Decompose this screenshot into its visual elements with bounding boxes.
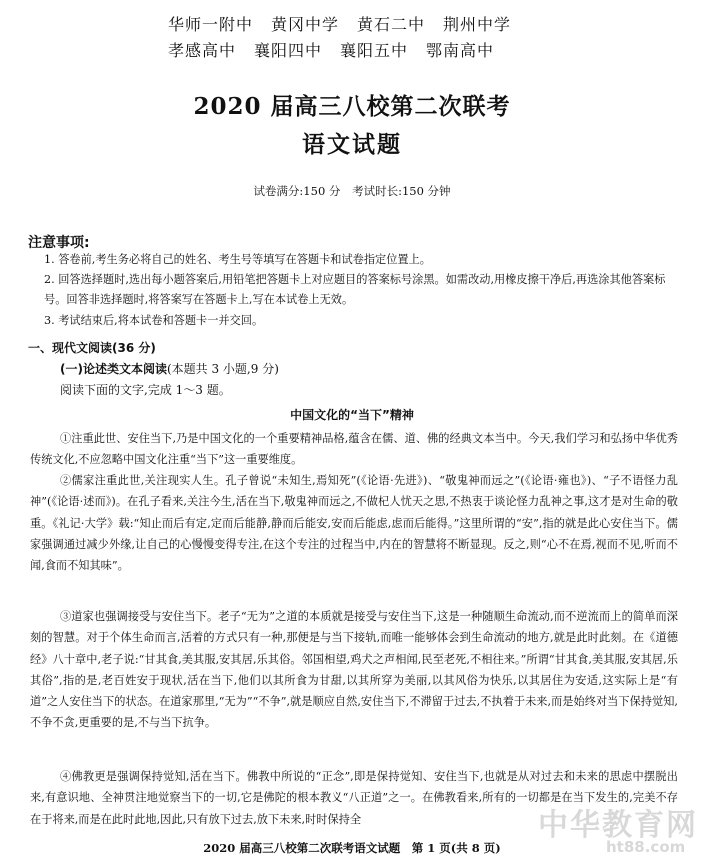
exam-duration: 考试时长:150 分钟 — [352, 184, 451, 198]
article-paragraph: ③道家也强调接受与安住当下。老子“无为”之道的本质就是接受与安住当下,这是一种随顺生命流动,而不逆流而上的简单而深刻的智慧。对于个体生命而言,活着的方式只有一种,那便是与当下接轨,而唯一能够体会到生命流动的地方,就是此时此刻。在《道德经》八十章中,老子说:“甘其食,美其服,安其居,乐其俗。邻国相望,鸡犬之声相闻,民至老死,不相往来。”所谓“甘其食,美其服,安其居,乐其俗”,指的是,老百姓安于现状,活在当下,他们以其所食为甘甜,以其所穿为美丽,以其风俗为快乐,以其居住为安适,这实际上是“有道”之人安住当下的状态。在道家那里,“无为”“不争”,就是顺应自然,安住当下,不滞留于过去,不执着于未来,而是始终对当下保持觉知,不争不贪,更重要的是,不与当下抗争。 — [30, 610, 678, 730]
notice-item: 1. 答卷前,考生务必将自己的姓名、考生号等填写在答题卡和试卷指定位置上。 — [44, 253, 431, 266]
school-row-2 — [168, 36, 548, 62]
school-name: 荆州中学 — [443, 14, 512, 34]
article-paragraph: ②儒家注重此世,关注现实人生。孔子曾说“未知生,焉知死”(《论语·先进》)、“敬鬼神而远之”(《论语·雍也》)、“子不语怪力乱神”(《论语·述而》)。在孔子看来,关注今生,活在当下,敬鬼神而远之,不做杞人忧天之思,不热衷于谈论怪力乱神之事,这才是对生命的敬重。《礼记·大学》载:“知止而后有定,定而后能静,静而后能安,安而后能虑,虑而后能得。”这里所谓的“安”,指的就是此心安住当下。儒家强调通过减少外缘,让自己的心慢慢变得专注,在这个专注的过程当中,内在的智慧将不断显现。反之,则“心不在焉,视而不见,听而不闻,食而不知其味”。 — [30, 474, 678, 573]
notice-item: 3. 考试结束后,将本试卷和答题卡一并交回。 — [44, 314, 264, 327]
school-name: 襄阳四中 — [254, 40, 323, 60]
full-score: 试卷满分:150 分 — [253, 184, 341, 198]
school-row-1 — [168, 10, 548, 36]
school-name: 襄阳五中 — [340, 40, 409, 60]
school-list — [168, 10, 548, 62]
exam-meta — [0, 183, 704, 199]
subsection-heading — [60, 360, 279, 377]
subsection-note: (本题共 3 小题,9 分) — [166, 362, 279, 376]
school-name: 鄂南高中 — [426, 40, 495, 60]
reading-instruction: 阅读下面的文字,完成 1～3 题。 — [60, 383, 231, 397]
page-footer: 2020 届高三八校第二次联考语文试题 第 1 页(共 8 页) — [203, 841, 501, 855]
watermark-url: ht88.com — [606, 838, 686, 856]
school-name: 黄石二中 — [357, 14, 426, 34]
school-name: 黄冈中学 — [271, 14, 340, 34]
section-heading: 一、现代文阅读(36 分) — [28, 341, 156, 355]
exam-subject: 语文试题 — [302, 131, 402, 158]
exam-title: 2020 届高三八校第二次联考 — [193, 93, 511, 120]
notice-item: 2. 回答选择题时,选出每小题答案后,用铅笔把答题卡上对应题目的答案标号涂黑。如需改动,用橡皮擦干净后,再选涂其他答案标号。回答非选择题时,将答案写在答题卡上,写在本试卷上无效。 — [44, 273, 666, 306]
article-title: 中国文化的“当下”精神 — [290, 408, 414, 422]
article-paragraph: ①注重此世、安住当下,乃是中国文化的一个重要精神品格,蕴含在儒、道、佛的经典文本当中。今天,我们学习和弘扬中华优秀传统文化,不应忽略中国文化注重“当下”这一重要维度。 — [30, 432, 678, 467]
school-name: 孝感高中 — [168, 40, 237, 60]
notice-heading: 注意事项: — [28, 235, 90, 251]
subsection-label: (一)论述类文本阅读 — [60, 362, 167, 376]
watermark-text: 中华教育网 — [538, 808, 698, 843]
school-name: 华师一附中 — [168, 14, 254, 34]
article-paragraph: ④佛教更是强调保持觉知,活在当下。佛教中所说的“正念”,即是保持觉知、安住当下,也就是从对过去和未来的思虑中摆脱出来,有意识地、全神贯注地觉察当下的一切,它是佛陀的根本教义“八正道”之一。在佛教看来,所有的一切都是在当下发生的,完美不存在于将来,而是在此时此地,因此,只有放下过去,放下未来,时时保持全 — [30, 770, 678, 826]
